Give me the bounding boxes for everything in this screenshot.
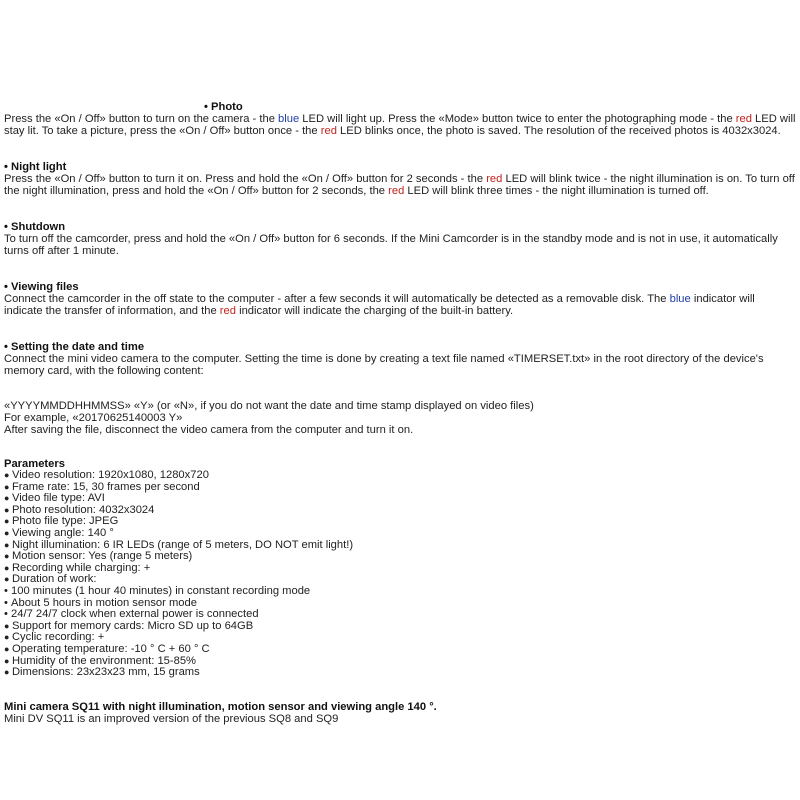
section-text-viewing-files: Connect the camcorder in the off state to the computer - after a few seconds it will automatically be detected as a removable disk. The blue indicator will indicate the transfer of information, and the red indicator will indicate the charging of the built-in battery. [4, 293, 755, 317]
timerset-example: For example, «20170625140003 Y» [4, 412, 183, 424]
red-word: red [486, 173, 503, 185]
footer-title: Mini camera SQ11 with night illumination, motion sensor and viewing angle 140 °. [4, 700, 437, 713]
timerset-format: «YYYYMMDDHHMMSS» «Y» (or «N», if you do not want the date and time stamp displayed on video files) [4, 400, 534, 412]
list-item: • About 5 hours in motion sensor mode [4, 598, 796, 610]
section-text-date-time: Connect the mini video camera to the computer. Setting the time is done by creating a text file named «TIMERSET.txt» in the root directory of the device's memory card, with the following content: [4, 353, 764, 377]
section-footer [4, 701, 796, 725]
list-item: ● Viewing angle: 140 ° [4, 528, 796, 540]
section-photo [4, 101, 796, 137]
section-text-shutdown: To turn off the camcorder, press and hold the «On / Off» button for 6 seconds. If the Mini Camcorder is in the standby mode and is not in use, it automatically turns off after 1 minute. [4, 233, 778, 257]
parameters-list [4, 470, 796, 679]
list-item: ● Dimensions: 23x23x23 mm, 15 grams [4, 667, 796, 679]
list-item: ● Support for memory cards: Micro SD up to 64GB [4, 621, 796, 633]
list-item: ● Photo file type: JPEG [4, 516, 796, 528]
section-parameters [4, 458, 796, 679]
blue-word: blue [278, 113, 300, 125]
red-word: red [388, 185, 405, 197]
list-item: ● Duration of work: [4, 574, 796, 586]
section-title-night-light: • Night light [4, 161, 67, 173]
list-item: • 100 minutes (1 hour 40 minutes) in constant recording mode [4, 586, 796, 598]
footer-text: Mini DV SQ11 is an improved version of the previous SQ8 and SQ9 [4, 712, 339, 725]
list-item: ● Operating temperature: -10 ° C + 60 ° C [4, 644, 796, 656]
section-title-photo: • Photo [204, 101, 243, 113]
list-item: ● Photo resolution: 4032x3024 [4, 505, 796, 517]
section-text-night-light: Press the «On / Off» button to turn it on. Press and hold the «On / Off» button for 2 seconds - the red LED will blink twice - the night illumination is on. To turn off the night illumination, press and hold the «On / Off» button for 2 seconds, the red LED will blink three times - the night illumination is turned off. [4, 173, 795, 197]
section-title-parameters: Parameters [4, 458, 65, 470]
section-viewing-files [4, 281, 796, 317]
section-night-light [4, 161, 796, 197]
section-date-time [4, 341, 796, 436]
list-item: ● Frame rate: 15, 30 frames per second [4, 482, 796, 494]
section-title-viewing-files: • Viewing files [4, 281, 79, 293]
section-text-photo: Press the «On / Off» button to turn on the camera - the blue LED will light up. Press the «Mode» button twice to enter the photographing mode - the red LED will stay lit. To take a picture, press the «On / Off» button once - the red LED blinks once, the photo is saved. The resolution of the received photos is 4032x3024. [4, 113, 796, 137]
timerset-after: After saving the file, disconnect the video camera from the computer and turn it on. [4, 424, 414, 436]
list-item: • 24/7 24/7 clock when external power is connected [4, 609, 796, 621]
red-word: red [735, 113, 752, 125]
red-word: red [219, 305, 236, 317]
list-item: ● Night illumination: 6 IR LEDs (range of 5 meters, DO NOT emit light!) [4, 540, 796, 552]
blue-word: blue [669, 293, 691, 305]
red-word: red [320, 125, 337, 137]
section-shutdown [4, 221, 796, 257]
list-item: ● Motion sensor: Yes (range 5 meters) [4, 551, 796, 563]
document-body [4, 101, 796, 725]
list-item: ● Recording while charging: + [4, 563, 796, 575]
list-item: ● Video resolution: 1920x1080, 1280x720 [4, 470, 796, 482]
list-item: ● Humidity of the environment: 15-85% [4, 656, 796, 668]
section-title-shutdown: • Shutdown [4, 221, 66, 233]
list-item: ● Video file type: AVI [4, 493, 796, 505]
section-title-date-time: • Setting the date and time [4, 341, 145, 353]
list-item: ● Cyclic recording: + [4, 632, 796, 644]
